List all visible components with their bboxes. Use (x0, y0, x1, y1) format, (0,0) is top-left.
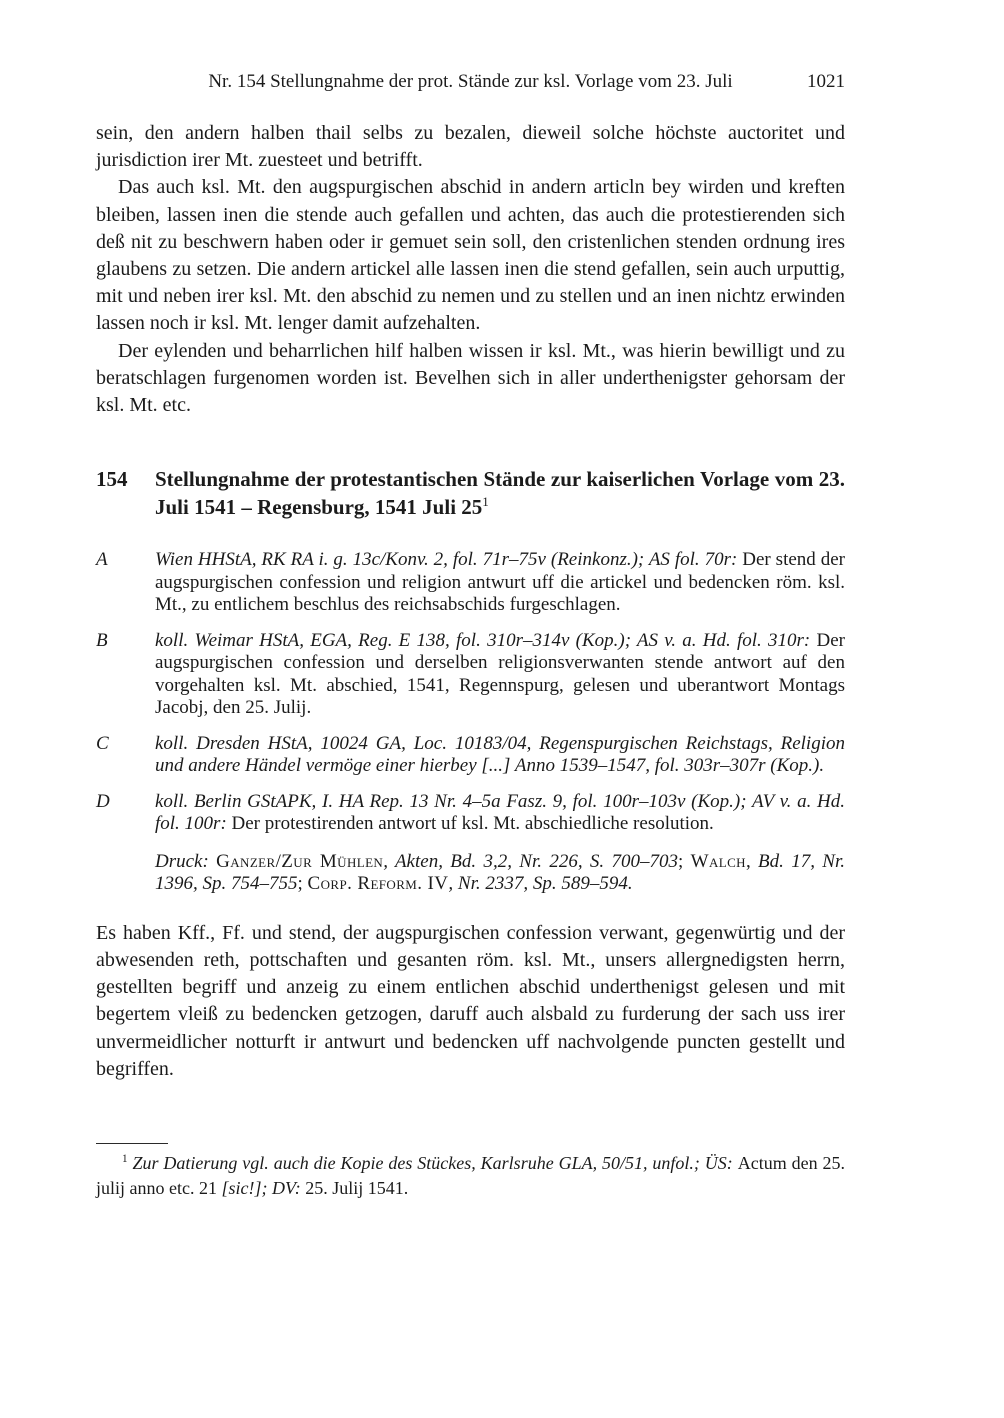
document-title-text: Stellungnahme der protestantischen Stände zur kaiserlichen Vorlage vom 23. Juli 1541 – Regensburg, 1541 Juli 25 (155, 467, 845, 520)
paragraph: sein, den andern halben thail selbs zu bezalen, dieweil solche höchste auctoritet und jurisdiction irer Mt. zuesteet und betrifft. (96, 122, 845, 172)
page-number: 1021 (807, 71, 845, 92)
source-label: A (96, 549, 108, 571)
source-label: C (96, 732, 109, 754)
page-header (96, 70, 845, 94)
source-text: koll. Berlin GStAPK, I. HA Rep. 13 Nr. 4–5a Fasz. 9, fol. 100r–103v (Kop.); AV v. a. Hd. fol. 100r: Der protestirenden antwort uf ksl. Mt. abschiedliche resolution. (155, 790, 845, 835)
source-label: D (96, 790, 110, 812)
document-heading (96, 465, 845, 521)
paragraph: Der eylenden und beharrlichen hilf halben wissen ir ksl. Mt., was hierin bewilligt und zu beratschlagen furgenomen worden ist. Bevelhen sich in aller underthenigster gehorsam der ksl. Mt. etc. (96, 339, 845, 417)
source-entry-b (96, 630, 845, 720)
body-text (96, 120, 845, 419)
source-label: B (96, 629, 108, 651)
paragraph: Das auch ksl. Mt. den augspurgischen abschid in andern articln bey wirden und kreften bleiben, lassen inen die stende auch gefallen und achten, das auch die protestierenden sich deß nit zu beschwern haben oder ir gemuet sein soll, den cristenlichen stenden ordnung ires glaubens zu setzen. Die andern artickel alle lassen inen die stend gefallen, sein auch urputtig, mit und neben irer ksl. Mt. den abschid zu nemen und zu stellen und an inen nichtz erwinden lassen noch ir ksl. Mt. lenger damit aufzehalten. (96, 176, 845, 335)
closing-paragraph: Es haben Kff., Ff. und stend, der augspurgischen confession verwant, gegenwürtig und der abwesenden reth, pottschaften und gesanten röm. ksl. Mt., unsers allergnedigsten herrn, gestellten begriff und anzeig zu einem entlichen abschid underthenigst gelesen und mit begertem vleiß zu bedencken getzogen, daruff auch alsbald zu furderung der sach uss irer unvermeidlicher notturft ir antwurt und bedencken uff nachvolgende puncten gestellt und begriffen. (96, 921, 845, 1080)
source-entry-c (96, 733, 845, 778)
document-title (155, 465, 845, 521)
source-text: koll. Dresden HStA, 10024 GA, Loc. 10183/04, Regenspurgischen Reichstags, Religion und andere Händel vermöge einer hierbey [...] Anno 1539–1547, fol. 303r–307r (Kop.). (155, 732, 845, 777)
footnote (96, 1151, 845, 1201)
source-text: Wien HHStA, RK RA i. g. 13c/Konv. 2, fol. 71r–75v (Reinkonz.); AS fol. 70r: Der stend der augspurgischen confession und religion antwurt uff die artickel und bedencken röm. ksl. Mt., zu entlichem beschlus des reichsabschids furgeschlagen. (155, 549, 845, 616)
footnote-content: Zur Datierung vgl. auch die Kopie des Stückes, Karlsruhe GLA, 50/51, unfol.; ÜS: Actum den 25. julij anno etc. 21 [sic!]; DV: 25. Julij 1541. (96, 1152, 845, 1198)
source-entry-d (96, 791, 845, 836)
footnote-marker: 1 (122, 1152, 128, 1165)
document-number: 154 (96, 467, 128, 492)
print-references: Druck: Ganzer/Zur Mühlen, Akten, Bd. 3,2, Nr. 226, S. 700–703; Walch, Bd. 17, Nr. 1396, Sp. 754–755; Corp. Reform. IV, Nr. 2337, Sp. 589–594. (155, 850, 845, 895)
running-title: Nr. 154 Stellungnahme der prot. Stände zur ksl. Vorlage vom 23. Juli (208, 71, 733, 92)
source-list (96, 549, 845, 896)
footnote-ref: 1 (482, 494, 489, 510)
source-entry-a (96, 549, 845, 617)
source-text: koll. Weimar HStA, EGA, Reg. E 138, fol. 310r–314v (Kop.); AS v. a. Hd. fol. 310r: Der augspurgischen confession und derselben religionsverwanten stende antwort auf den vorgehalten ksl. Mt. abschied, 1541, Regennspurg, gelesen und uberantwort Montags Jacobj, den 25. Julij. (155, 629, 845, 719)
footnote-separator (96, 1143, 168, 1144)
